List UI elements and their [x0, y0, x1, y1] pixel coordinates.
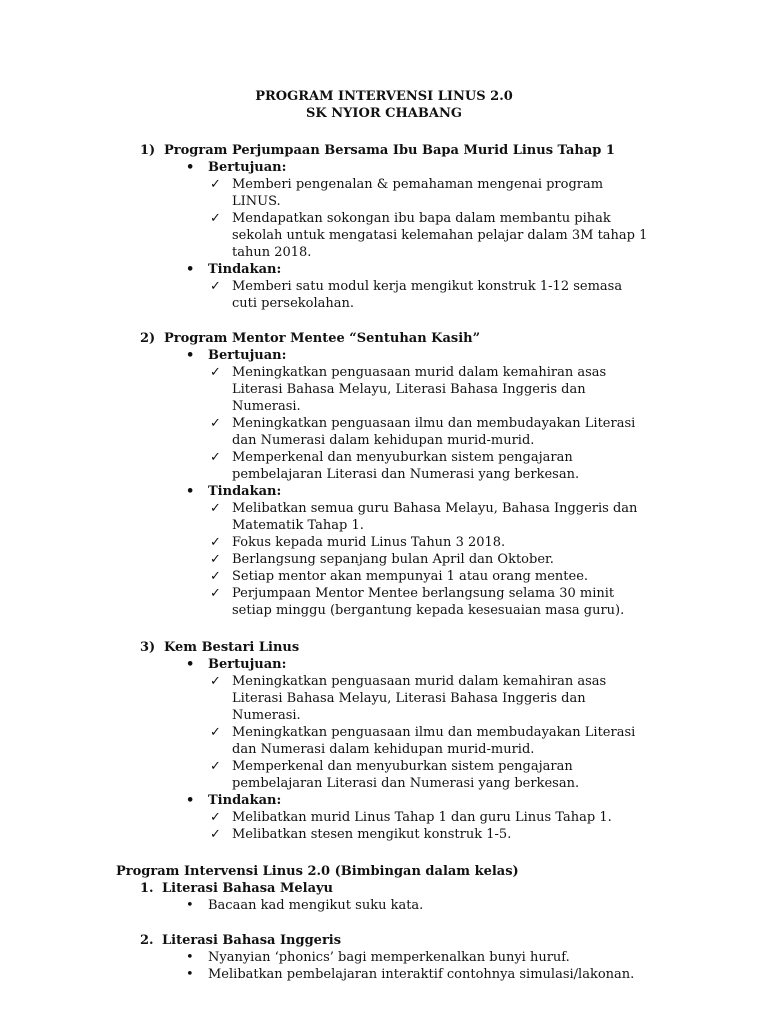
check-icon: ✓ — [210, 450, 221, 465]
check-icon: ✓ — [210, 759, 221, 774]
tindakan-label: Tindakan: — [208, 793, 282, 808]
section-number: 1) — [140, 143, 156, 158]
check-item-text: Meningkatkan penguasaan ilmu dan membudayakan Literasi dan Numerasi dalam kehidupan murid-murid. — [232, 725, 636, 757]
tindakan-label-row — [0, 261, 768, 278]
check-icon: ✓ — [210, 810, 221, 825]
bertujuan-label: Bertujuan: — [208, 657, 287, 672]
check-icon: ✓ — [210, 586, 221, 601]
section-3 — [0, 639, 768, 656]
bertujuan-label-row — [0, 159, 768, 176]
check-item — [0, 534, 650, 551]
check-item-text: Setiap mentor akan mempunyai 1 atau orang mentee. — [232, 569, 589, 584]
bertujuan-label: Bertujuan: — [208, 348, 287, 363]
bullet-icon: • — [186, 967, 194, 982]
check-icon: ✓ — [210, 535, 221, 550]
check-item-text: Melibatkan semua guru Bahasa Melayu, Bahasa Inggeris dan Matematik Tahap 1. — [232, 501, 638, 533]
check-item-text: Memperkenal dan menyuburkan sistem pengajaran pembelajaran Literasi dan Numerasi yang berkesan. — [232, 759, 580, 791]
subsection-heading — [0, 932, 768, 949]
check-item — [0, 210, 650, 261]
check-icon: ✓ — [210, 416, 221, 431]
section-number: 2) — [140, 331, 156, 346]
check-item-text: Memberi pengenalan & pemahaman mengenai program LINUS. — [232, 177, 604, 209]
check-item — [0, 500, 650, 534]
check-icon: ✓ — [210, 674, 221, 689]
check-item — [0, 724, 650, 758]
check-item-text: Meningkatkan penguasaan murid dalam kemahiran asas Literasi Bahasa Melayu, Literasi Bahasa Inggeris dan Numerasi. — [232, 365, 607, 414]
list-item — [0, 966, 768, 983]
section-title: Kem Bestari Linus — [164, 640, 300, 655]
check-item-text: Meningkatkan penguasaan ilmu dan membudayakan Literasi dan Numerasi dalam kehidupan murid-murid. — [232, 416, 636, 448]
section-number: 3) — [140, 640, 156, 655]
check-item-text: Memberi satu modul kerja mengikut konstruk 1-12 semasa cuti persekolahan. — [232, 279, 623, 311]
list-item-text: Melibatkan pembelajaran interaktif contohnya simulasi/lakonan. — [208, 967, 635, 982]
list-item — [0, 949, 768, 966]
check-item — [0, 673, 650, 724]
check-item — [0, 551, 650, 568]
list-item — [0, 897, 768, 914]
bullet-icon: • — [186, 348, 195, 363]
check-item-text: Fokus kepada murid Linus Tahun 3 2018. — [232, 535, 506, 550]
subsection-number: 1. — [140, 881, 154, 896]
check-icon: ✓ — [210, 211, 221, 226]
subsection-number: 2. — [140, 933, 154, 948]
tindakan-label: Tindakan: — [208, 262, 282, 277]
check-item — [0, 758, 650, 792]
check-icon: ✓ — [210, 279, 221, 294]
check-item-text: Melibatkan stesen mengikut konstruk 1-5. — [232, 827, 512, 842]
bullet-icon: • — [186, 262, 195, 277]
intervensi-heading: Program Intervensi Linus 2.0 (Bimbingan dalam kelas) — [116, 864, 519, 879]
section-heading — [140, 142, 768, 159]
check-item — [0, 826, 650, 843]
check-item — [0, 568, 650, 585]
check-item-text: Mendapatkan sokongan ibu bapa dalam membantu pihak sekolah untuk mengatasi kelemahan pelajar dalam 3M tahap 1 tahun 2018. — [232, 211, 648, 260]
check-icon: ✓ — [210, 365, 221, 380]
section-title: Program Mentor Mentee “Sentuhan Kasih” — [164, 331, 481, 346]
bullet-icon: • — [186, 484, 195, 499]
section-1 — [0, 142, 768, 159]
check-icon: ✓ — [210, 552, 221, 567]
check-item — [0, 449, 650, 483]
list-item-text: Bacaan kad mengikut suku kata. — [208, 898, 424, 913]
check-icon: ✓ — [210, 177, 221, 192]
tindakan-label: Tindakan: — [208, 484, 282, 499]
check-item-text: Melibatkan murid Linus Tahap 1 dan guru Linus Tahap 1. — [232, 810, 612, 825]
check-item — [0, 585, 650, 619]
subsection-title: Literasi Bahasa Melayu — [162, 881, 333, 896]
check-item — [0, 364, 650, 415]
check-item-text: Meningkatkan penguasaan murid dalam kemahiran asas Literasi Bahasa Melayu, Literasi Bahasa Inggeris dan Numerasi. — [232, 674, 607, 723]
list-item-text: Nyanyian ‘phonics’ bagi memperkenalkan bunyi huruf. — [208, 950, 570, 965]
section-heading — [140, 330, 768, 347]
bertujuan-label-row — [0, 347, 768, 364]
bullet-icon: • — [186, 657, 195, 672]
tindakan-label-row — [0, 483, 768, 500]
bullet-icon: • — [186, 160, 195, 175]
school-name: SK NYIOR CHABANG — [306, 106, 462, 121]
check-icon: ✓ — [210, 569, 221, 584]
check-item-text: Perjumpaan Mentor Mentee berlangsung selama 30 minit setiap minggu (bergantung kepada kesesuaian masa guru). — [232, 586, 625, 618]
bullet-icon: • — [186, 950, 194, 965]
bertujuan-label: Bertujuan: — [208, 160, 287, 175]
check-icon: ✓ — [210, 501, 221, 516]
check-icon: ✓ — [210, 827, 221, 842]
bullet-icon: • — [186, 898, 194, 913]
check-item — [0, 415, 650, 449]
check-item — [0, 809, 650, 826]
section-2 — [0, 330, 768, 347]
check-item-text: Berlangsung sepanjang bulan April dan Oktober. — [232, 552, 554, 567]
bertujuan-label-row — [0, 656, 768, 673]
check-item — [0, 176, 650, 210]
document-title: PROGRAM INTERVENSI LINUS 2.0 — [255, 89, 513, 104]
subsection-heading — [0, 880, 768, 897]
section-heading — [140, 639, 768, 656]
check-item-text: Memperkenal dan menyuburkan sistem pengajaran pembelajaran Literasi dan Numerasi yang berkesan. — [232, 450, 580, 482]
subsection-title: Literasi Bahasa Inggeris — [162, 933, 342, 948]
tindakan-label-row — [0, 792, 768, 809]
check-item — [0, 278, 650, 312]
section-title: Program Perjumpaan Bersama Ibu Bapa Murid Linus Tahap 1 — [164, 143, 615, 158]
check-icon: ✓ — [210, 725, 221, 740]
bullet-icon: • — [186, 793, 195, 808]
